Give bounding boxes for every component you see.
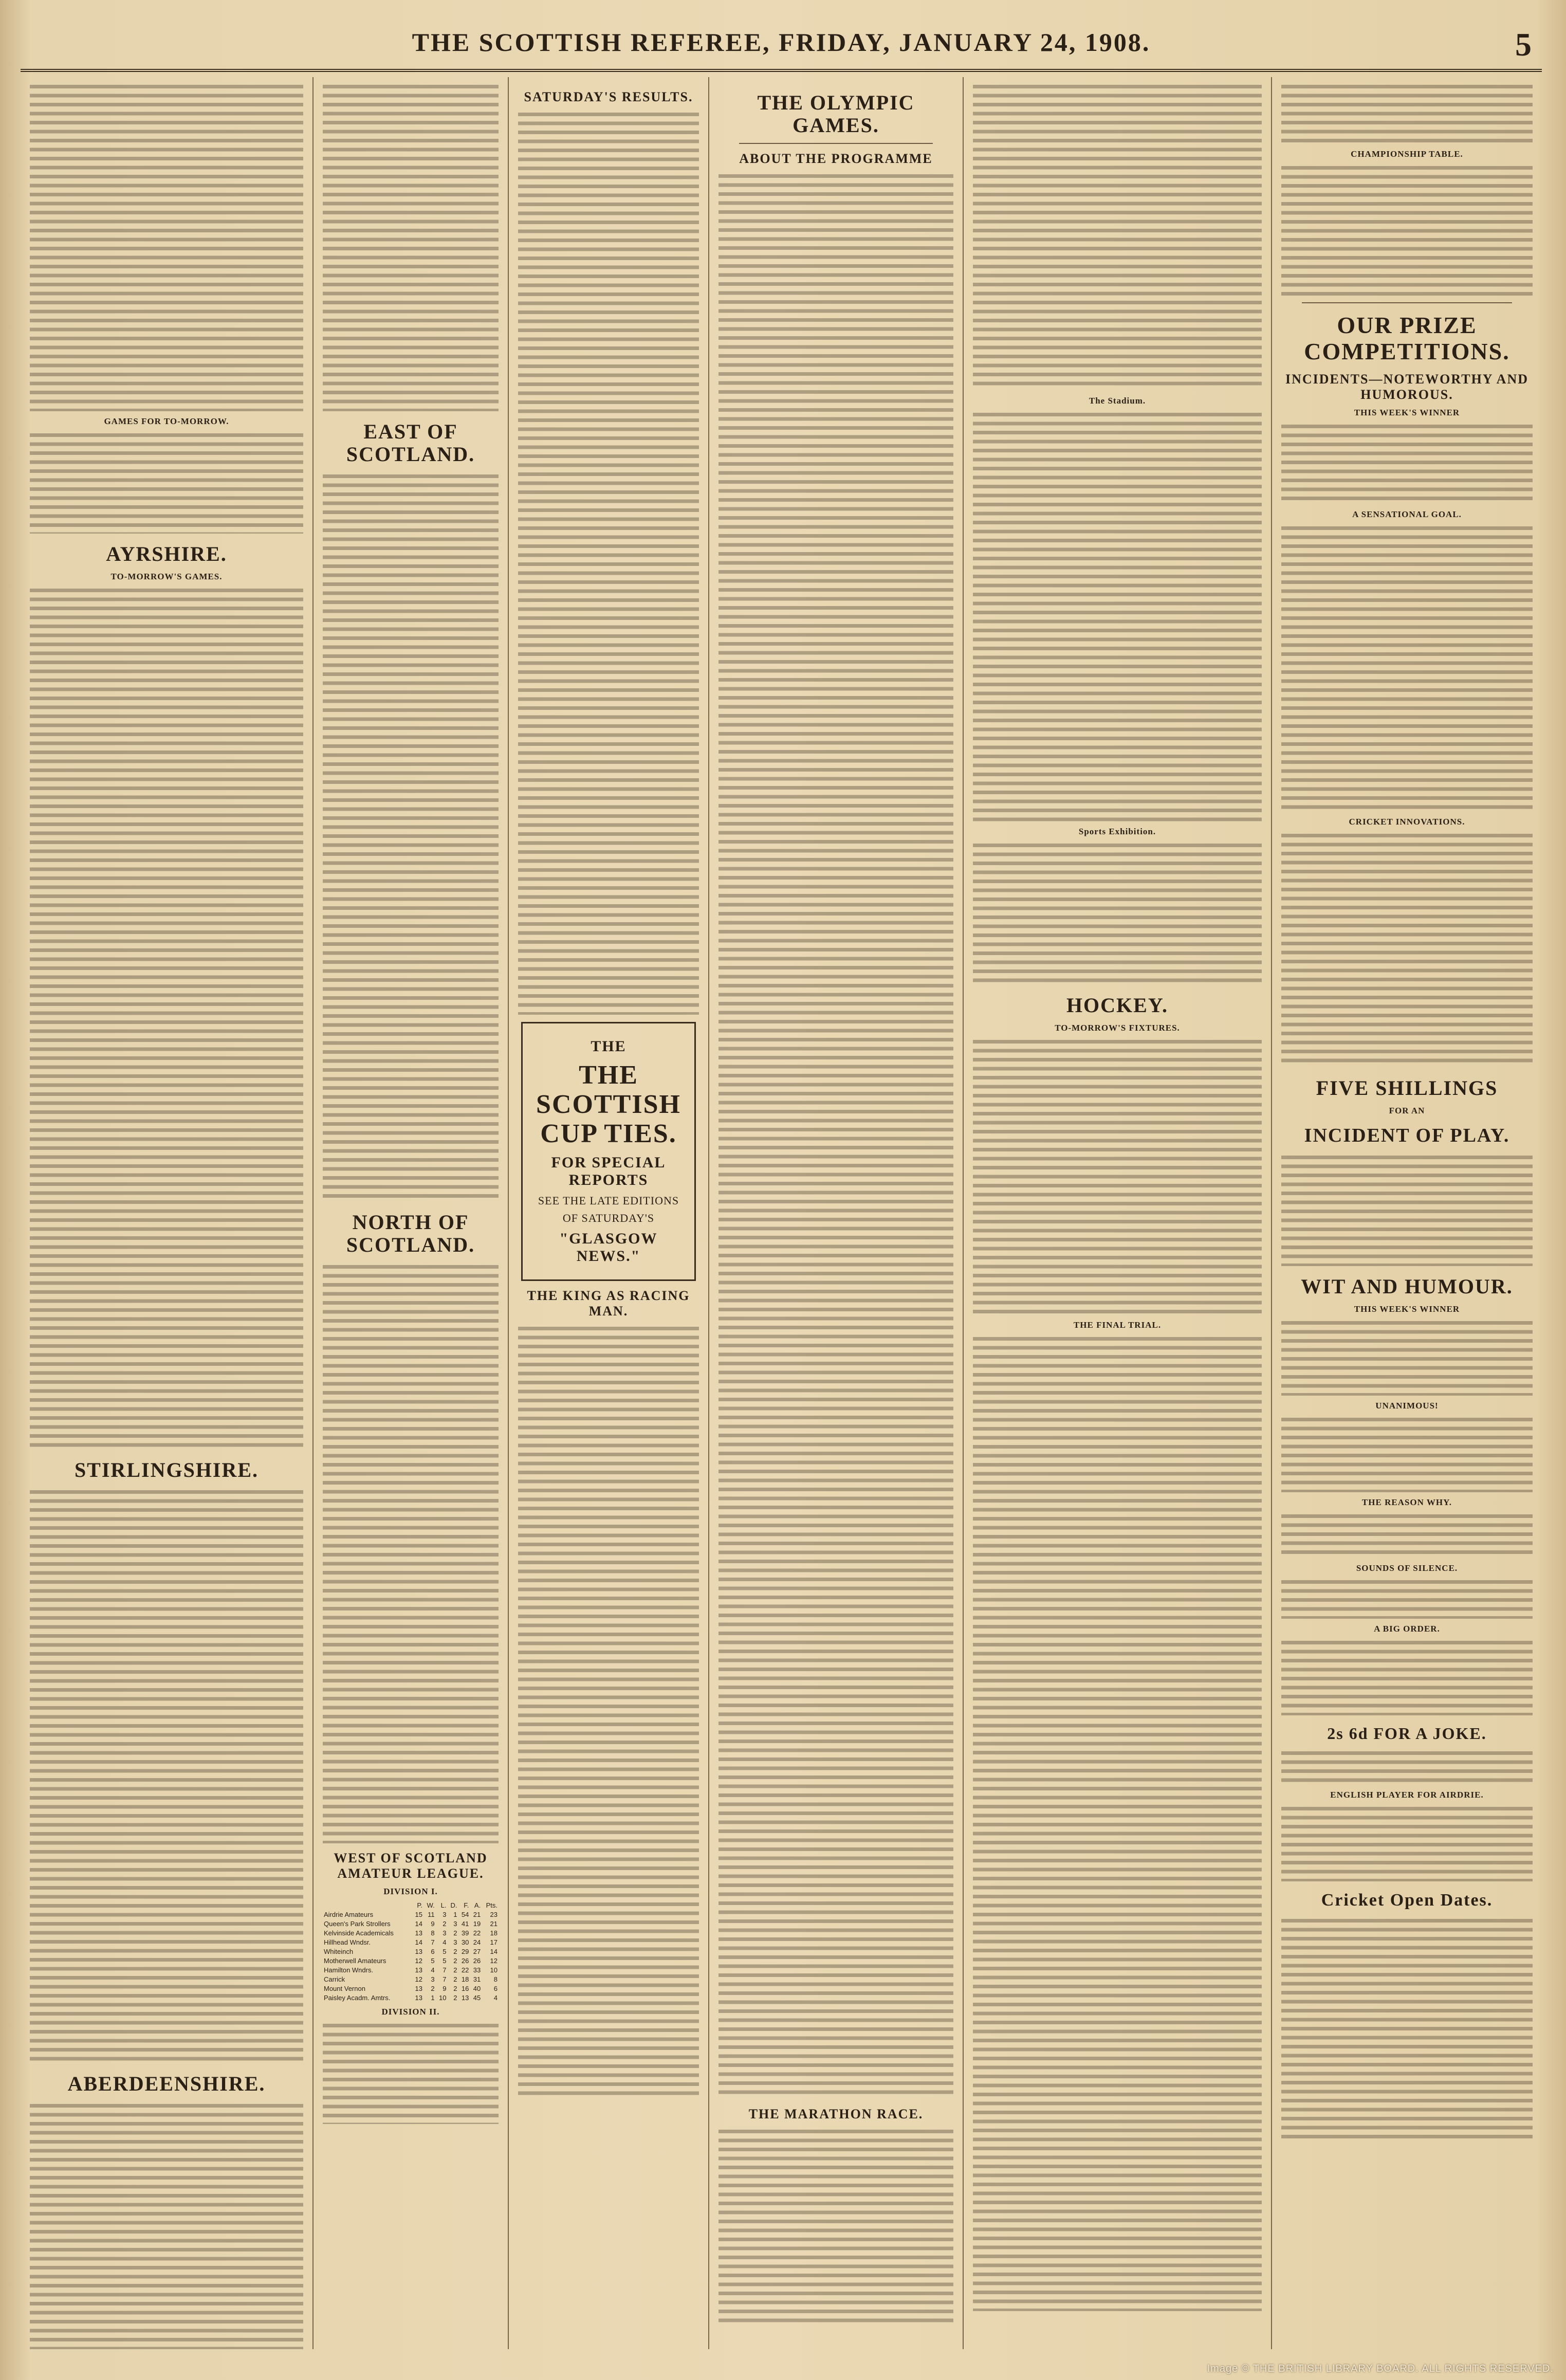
table-row — [323, 1984, 499, 1993]
table-row — [323, 1919, 499, 1929]
team-name: Queen's Park Strollers — [324, 1920, 391, 1928]
stat-cell: 30 — [461, 1938, 469, 1946]
stat-cell: 54 — [461, 1911, 469, 1918]
table-row — [323, 1910, 499, 1919]
column-2 — [314, 77, 509, 2349]
text-block — [1281, 1153, 1533, 1266]
table-row — [323, 1966, 499, 1975]
text-block — [1281, 1578, 1533, 1619]
stat-cell: 33 — [473, 1966, 481, 1974]
reason-why-heading: THE REASON WHY. — [1361, 1497, 1452, 1507]
stat-cell: 5 — [431, 1957, 435, 1965]
text-block — [1281, 1512, 1533, 1558]
col-header: A. — [474, 1901, 481, 1909]
stat-cell: 2 — [453, 1966, 457, 1974]
stat-cell: 39 — [461, 1929, 469, 1937]
table-row — [323, 1938, 499, 1947]
ayrshire-subheading: TO-MORROW'S GAMES. — [110, 572, 223, 581]
stat-cell: 21 — [473, 1911, 481, 1918]
stat-cell: 18 — [461, 1975, 469, 1983]
text-block — [1281, 1415, 1533, 1492]
stat-cell: 2 — [453, 1957, 457, 1965]
stat-cell: 41 — [461, 1920, 469, 1928]
col-header: W. — [427, 1901, 435, 1909]
division-1-heading: DIVISION I. — [383, 1887, 438, 1896]
stat-cell: 12 — [415, 1975, 422, 1983]
ad-see: SEE THE LATE EDITIONS — [538, 1194, 679, 1207]
stat-cell: 2 — [453, 1994, 457, 2002]
divider — [1302, 302, 1512, 303]
team-name: Kelvinside Academicals — [324, 1929, 394, 1937]
stat-cell: 3 — [431, 1975, 435, 1983]
divider — [739, 143, 933, 144]
stadium-subheading: The Stadium. — [1089, 396, 1146, 406]
unanimous-heading: UNANIMOUS! — [1375, 1400, 1439, 1411]
stat-cell: 26 — [461, 1957, 469, 1965]
stat-cell: 3 — [443, 1929, 447, 1937]
stat-cell: 15 — [415, 1911, 422, 1918]
cricket-innovations-heading: CRICKET INNOVATIONS. — [1349, 817, 1465, 827]
columns — [21, 77, 1542, 2349]
stat-cell: 7 — [443, 1966, 447, 1974]
column-5 — [964, 77, 1272, 2349]
stat-cell: 2 — [453, 1975, 457, 1983]
final-trial-heading: THE FINAL TRIAL. — [1073, 1320, 1162, 1330]
games-tomorrow-heading: GAMES FOR TO-MORROW. — [104, 416, 229, 426]
text-block — [973, 410, 1262, 821]
stat-cell: 26 — [473, 1957, 481, 1965]
text-block — [1281, 1749, 1533, 1785]
stat-cell: 21 — [490, 1920, 498, 1928]
stat-cell: 4 — [431, 1966, 435, 1974]
page-number: 5 — [1515, 26, 1532, 63]
championship-heading: CHAMPIONSHIP TABLE. — [1351, 149, 1463, 159]
winner-heading: THIS WEEK'S WINNER — [1354, 408, 1460, 418]
text-block — [30, 586, 303, 1450]
big-order-heading: A BIG ORDER. — [1374, 1623, 1440, 1634]
column-1 — [21, 77, 314, 2349]
col-header: P. — [417, 1901, 422, 1909]
text-block — [1281, 831, 1533, 1068]
stat-cell: 29 — [461, 1948, 469, 1955]
text-block — [323, 2021, 499, 2124]
stat-cell: 3 — [443, 1911, 447, 1918]
text-block — [1281, 524, 1533, 812]
column-4 — [709, 77, 964, 2349]
stat-cell: 2 — [453, 1929, 457, 1937]
text-block — [973, 1334, 1262, 2311]
stat-cell: 9 — [443, 1985, 447, 1992]
stat-cell: 7 — [431, 1938, 435, 1946]
glasgow-news-advert — [521, 1022, 696, 1281]
hockey-heading: HOCKEY. — [1066, 994, 1169, 1017]
text-block — [518, 1324, 699, 2095]
table-row — [323, 1947, 499, 1956]
stat-cell: 17 — [490, 1938, 498, 1946]
masthead-title: THE SCOTTISH REFEREE, FRIDAY, JANUARY 24, 1908. — [412, 28, 1151, 57]
stat-cell: 45 — [473, 1994, 481, 2002]
col-header: L. — [440, 1901, 447, 1909]
col-header: D. — [450, 1901, 457, 1909]
stat-cell: 12 — [415, 1957, 422, 1965]
stat-cell: 2 — [453, 1948, 457, 1955]
stat-cell: 2 — [453, 1985, 457, 1992]
team-name: Motherwell Amateurs — [324, 1957, 386, 1965]
team-name: Paisley Acadm. Amtrs. — [324, 1994, 391, 2002]
stat-cell: 18 — [490, 1929, 498, 1937]
col-header: Pts. — [486, 1901, 498, 1909]
table-row — [323, 1929, 499, 1938]
team-name: Carrick — [324, 1975, 345, 1983]
stat-cell: 13 — [415, 1929, 422, 1937]
sensational-goal-heading: A SENSATIONAL GOAL. — [1352, 509, 1462, 520]
image-credit: Image © THE BRITISH LIBRARY BOARD. ALL RIGHTS RESERVED. — [1207, 2363, 1554, 2374]
stat-cell: 1 — [453, 1911, 457, 1918]
stat-cell: 4 — [443, 1938, 447, 1946]
stat-cell: 10 — [439, 1994, 447, 2002]
stat-cell: 22 — [461, 1966, 469, 1974]
stat-cell: 3 — [453, 1938, 457, 1946]
stat-cell: 12 — [490, 1957, 498, 1965]
text-block — [323, 1262, 499, 1843]
text-block — [323, 82, 499, 411]
championship-table — [1281, 163, 1533, 297]
text-block — [1281, 82, 1533, 144]
results-list — [518, 110, 699, 1015]
stat-cell: 5 — [443, 1957, 447, 1965]
stat-cell: 11 — [428, 1911, 435, 1918]
text-block — [973, 82, 1262, 391]
text-block — [1281, 1916, 1533, 2143]
cricket-dates-heading: Cricket Open Dates. — [1321, 1891, 1493, 1910]
column-6 — [1272, 77, 1542, 2349]
ayrshire-heading: AYRSHIRE. — [106, 542, 227, 565]
stat-cell: 3 — [453, 1920, 457, 1928]
stat-cell: 10 — [490, 1966, 498, 1974]
text-block — [1281, 1638, 1533, 1715]
masthead — [21, 15, 1542, 72]
team-name: Whiteinch — [324, 1948, 354, 1955]
stat-cell: 24 — [473, 1938, 481, 1946]
olympic-subheading: ABOUT THE PROGRAMME — [739, 151, 933, 166]
english-player-heading: ENGLISH PLAYER FOR AIRDRIE. — [1330, 1790, 1484, 1800]
stat-cell: 6 — [493, 1985, 498, 1992]
east-of-scotland-heading: EAST OF SCOTLAND. — [346, 420, 475, 466]
stat-cell: 14 — [415, 1920, 422, 1928]
stat-cell: 7 — [443, 1975, 447, 1983]
hockey-subheading: TO-MORROW'S FIXTURES. — [1055, 1023, 1180, 1033]
stat-cell: 2 — [443, 1920, 447, 1928]
table-row — [323, 1975, 499, 1984]
stat-cell: 27 — [473, 1948, 481, 1955]
stat-cell: 13 — [415, 1948, 422, 1955]
stat-cell: 14 — [415, 1938, 422, 1946]
stat-cell: 13 — [415, 1994, 422, 2002]
text-block — [718, 2127, 953, 2322]
team-name: Mount Vernon — [324, 1985, 365, 1992]
team-name: Airdrie Amateurs — [324, 1911, 374, 1918]
text-block — [30, 82, 303, 411]
aberdeenshire-heading: ABERDEENSHIRE. — [67, 2072, 266, 2095]
table-row — [323, 1993, 499, 2003]
olympic-heading: THE OLYMPIC GAMES. — [757, 91, 915, 137]
stat-cell: 1 — [431, 1994, 435, 2002]
stat-cell: 23 — [490, 1911, 498, 1918]
joke-price-heading: 2s 6d FOR A JOKE. — [1327, 1724, 1487, 1743]
wit-humour-heading: WIT AND HUMOUR. — [1301, 1274, 1513, 1298]
sounds-silence-heading: SOUNDS OF SILENCE. — [1356, 1563, 1458, 1573]
for-an-label: FOR AN — [1389, 1106, 1425, 1116]
ad-the: THE — [591, 1038, 627, 1055]
col-header: F. — [464, 1901, 469, 1909]
stat-cell: 2 — [431, 1985, 435, 1992]
stirlingshire-heading: STIRLINGSHIRE. — [74, 1458, 259, 1481]
north-of-scotland-heading: NORTH OF SCOTLAND. — [346, 1211, 475, 1256]
ad-paper: "GLASGOW NEWS." — [559, 1230, 658, 1265]
stat-cell: 13 — [415, 1966, 422, 1974]
team-name: Hillhead Wndsr. — [324, 1938, 371, 1946]
team-name: Hamilton Wndrs. — [324, 1966, 374, 1974]
stat-cell: 8 — [493, 1975, 498, 1983]
stat-cell: 31 — [473, 1975, 481, 1983]
text-block — [323, 472, 499, 1202]
text-block — [30, 431, 303, 534]
racing-heading: THE KING AS RACING MAN. — [527, 1288, 690, 1319]
west-amateur-heading: WEST OF SCOTLAND AMATEUR LEAGUE. — [334, 1851, 488, 1881]
stat-cell: 19 — [473, 1920, 481, 1928]
stat-cell: 16 — [461, 1985, 469, 1992]
division-2-heading: DIVISION II. — [381, 2007, 440, 2017]
marathon-heading: THE MARATHON RACE. — [748, 2107, 924, 2121]
text-block — [973, 841, 1262, 985]
fixtures-list — [973, 1037, 1262, 1315]
ad-scottish-cup: THE SCOTTISH CUP TIES. — [536, 1060, 681, 1149]
text-block — [1281, 422, 1533, 504]
stat-cell: 14 — [490, 1948, 498, 1955]
league-table — [323, 1901, 499, 2003]
stat-cell: 9 — [431, 1920, 435, 1928]
incidents-heading: INCIDENTS—NOTEWORTHY AND HUMOROUS. — [1285, 372, 1529, 402]
text-block — [718, 172, 953, 2099]
table-row — [323, 1956, 499, 1966]
stat-cell: 13 — [461, 1994, 469, 2002]
stat-cell: 22 — [473, 1929, 481, 1937]
stat-cell: 4 — [493, 1994, 498, 2002]
five-shillings-heading: FIVE SHILLINGS — [1316, 1076, 1498, 1100]
ad-of: OF SATURDAY'S — [562, 1211, 655, 1224]
results-heading: SATURDAY'S RESULTS. — [524, 89, 693, 104]
league-header-row — [323, 1901, 499, 1910]
prize-heading: OUR PRIZE COMPETITIONS. — [1304, 312, 1510, 364]
stat-cell: 40 — [473, 1985, 481, 1992]
sports-subheading: Sports Exhibition. — [1078, 827, 1156, 836]
text-block — [1281, 1804, 1533, 1881]
incident-of-play-heading: INCIDENT OF PLAY. — [1304, 1125, 1510, 1147]
stat-cell: 8 — [431, 1929, 435, 1937]
text-block — [1281, 1319, 1533, 1396]
column-3 — [509, 77, 709, 2349]
text-block — [30, 2101, 303, 2349]
ad-special: FOR SPECIAL REPORTS — [551, 1154, 666, 1188]
stat-cell: 13 — [415, 1985, 422, 1992]
stat-cell: 5 — [443, 1948, 447, 1955]
stat-cell: 6 — [431, 1948, 435, 1955]
wit-winner-heading: THIS WEEK'S WINNER — [1354, 1304, 1460, 1314]
text-block — [30, 1488, 303, 2063]
